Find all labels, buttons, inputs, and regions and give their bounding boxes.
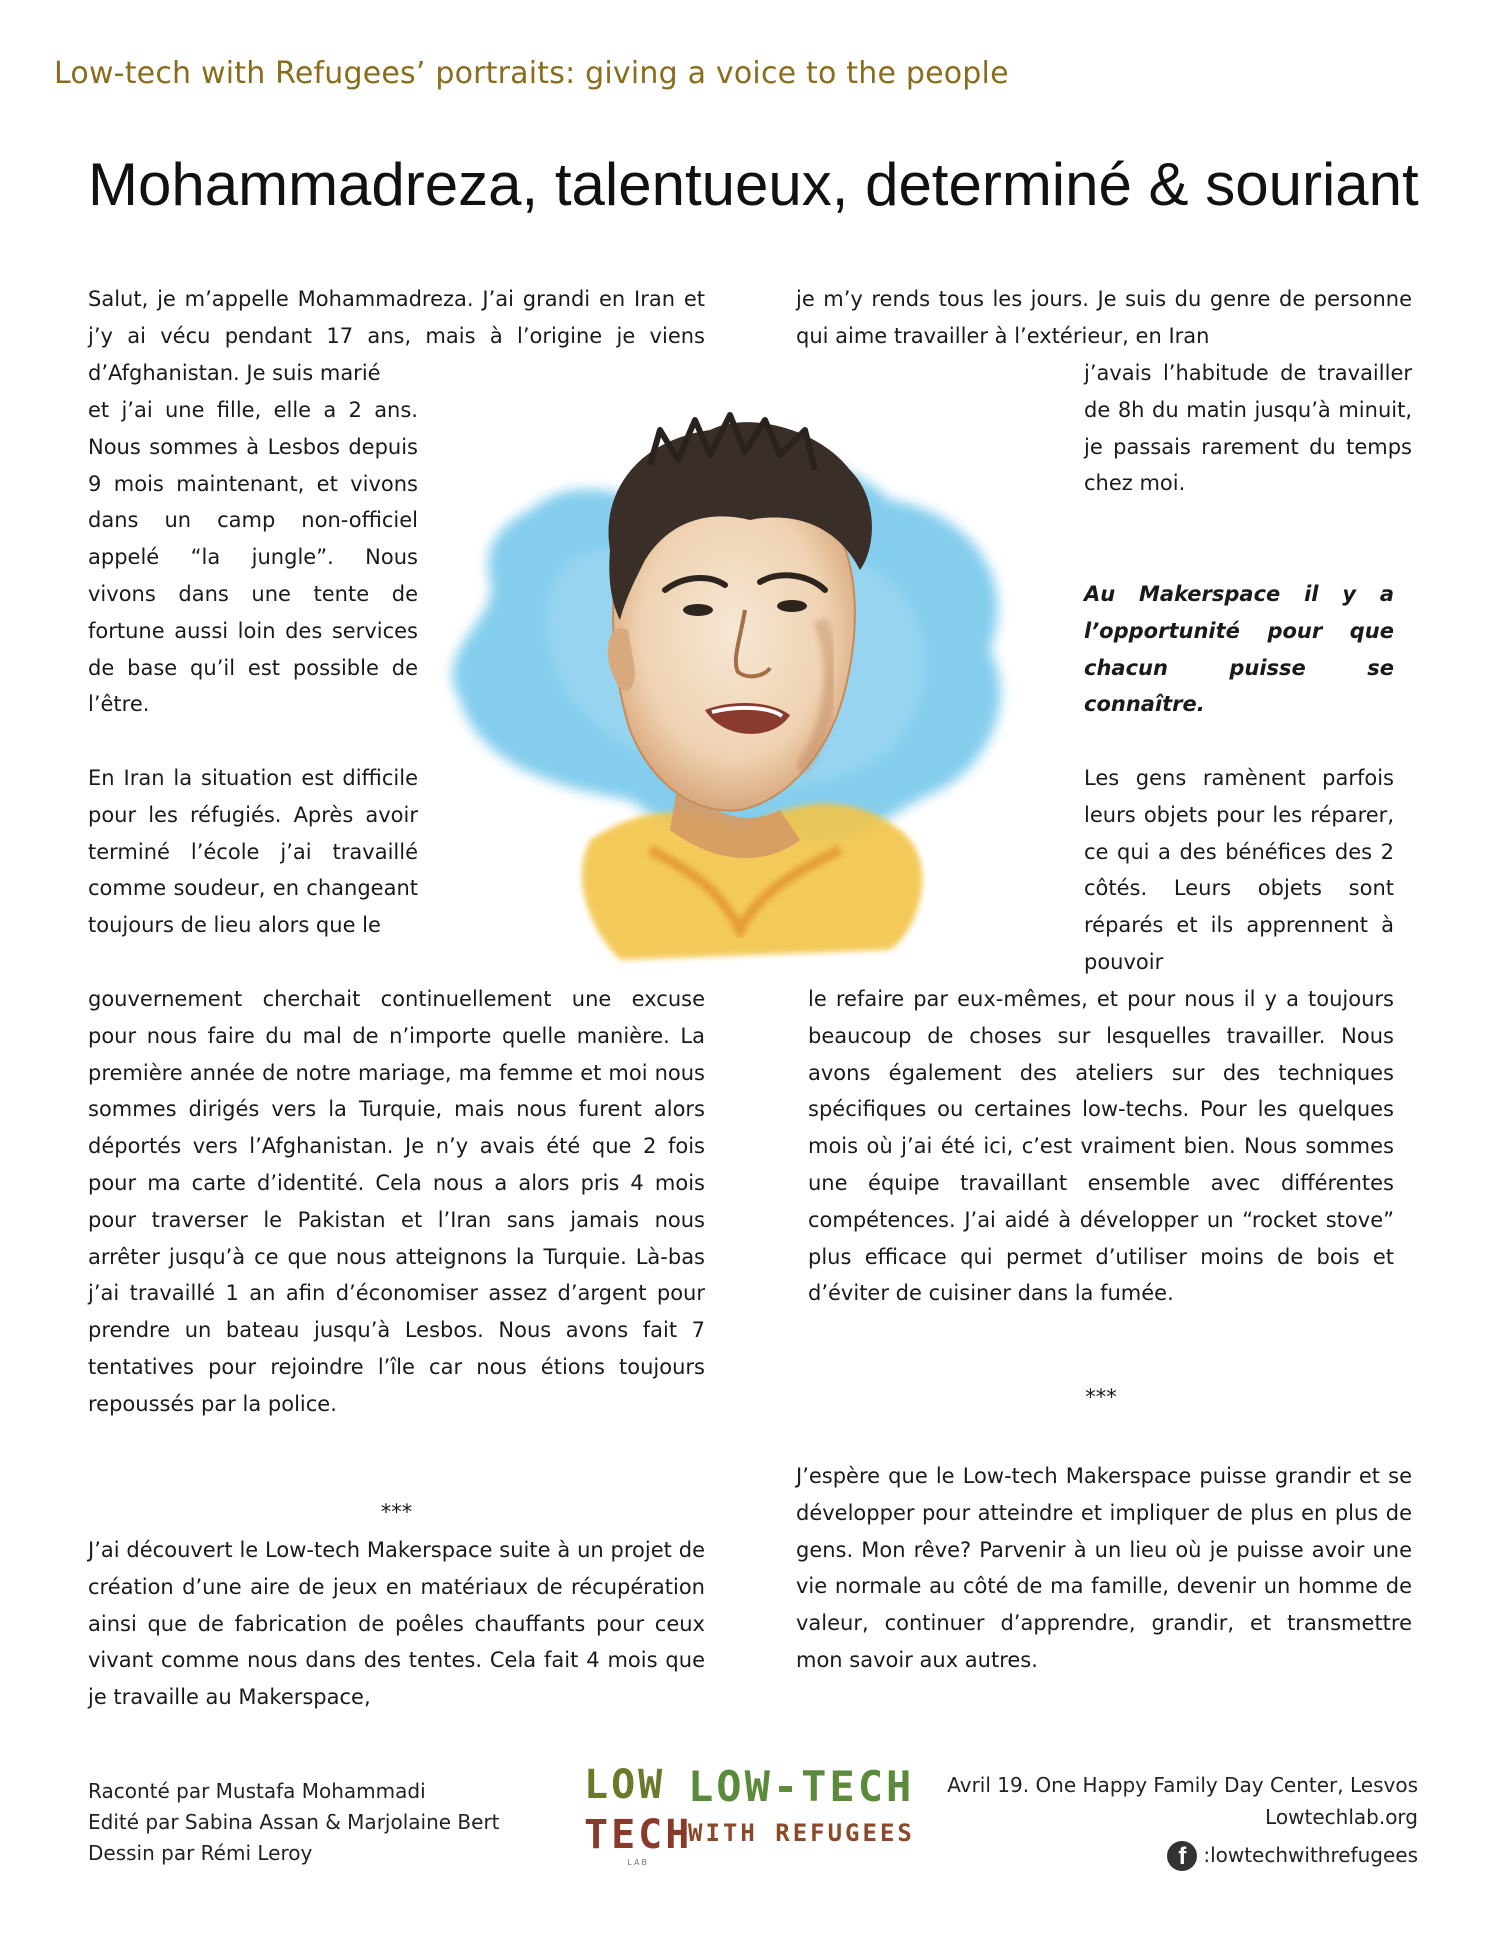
left-para-1b: et j’ai une fille, elle a 2 ans. Nous sommes à Lesbos depuis 9 mois maintenant, et vivons dans un camp non-officiel appelé “la jungle”. Nous vivons dans une tente de fortune aussi loin des services de base qu’il est possible de l’être. [88, 398, 418, 717]
facebook-icon: f [1167, 1841, 1197, 1871]
logo-lab-line1: LOW [584, 1762, 666, 1808]
facebook-handle[interactable] [1167, 1840, 1418, 1871]
credit-drawing: Dessin par Rémi Leroy [88, 1841, 313, 1865]
right-para-2a: Les gens ramènent parfois leurs objets pour les réparer, ce qui a des bénéfices des 2 côtés. Leurs objets sont réparés et ils apprennent à pouvoir [1084, 766, 1394, 974]
website-link[interactable]: Lowtechlab.org [1265, 1805, 1418, 1829]
pull-quote: Au Makerspace il y a l’opportunité pour que chacun puisse se connaître. [1084, 582, 1394, 717]
right-para-3: J’espère que le Low-tech Makerspace puisse grandir et se développer pour atteindre et impliquer de plus en plus de gens. Mon rêve? Parvenir à un lieu où je puisse avoir une vie normale au côté de ma famille, devenir un homme de valeur, continuer d’apprendre, grandir, et transmettre mon savoir aux autres. [796, 1464, 1412, 1672]
logo-refugees-line2: WITH REFUGEES [688, 1819, 915, 1847]
credit-story: Raconté par Mustafa Mohammadi [88, 1779, 426, 1803]
portrait-illustration [420, 370, 1080, 970]
series-title: Low-tech with Refugees’ portraits: giving a voice to the people [54, 56, 1009, 91]
left-para-1a: Salut, je m’appelle Mohammadreza. J’ai grandi en Iran et j’y ai vécu pendant 17 ans, mais à l’origine je viens d’Afghanistan. Je suis marié [88, 287, 705, 385]
credit-editors: Edité par Sabina Assan & Marjolaine Bert [88, 1810, 500, 1834]
right-para-2b: le refaire par eux-mêmes, et pour nous il y a toujours beaucoup de choses sur lesquelles travailler. Nous avons également des ateliers sur des techniques spécifiques ou certaines low-techs. Pour les quelques mois où j’ai été ici, c’est vraiment bien. Nous sommes une équipe travaillant ensemble avec différentes compétences. J’ai aidé à développer un “rocket stove” plus efficace qui permet d’utiliser moins de bois et d’éviter de cuisiner dans la fumée. [808, 987, 1394, 1306]
left-para-2a: En Iran la situation est difficile pour les réfugiés. Après avoir terminé l’école j’ai travaillé comme soudeur, en changeant toujours de lieu alors que le [88, 766, 418, 938]
left-separator: *** [380, 1500, 413, 1524]
right-para-1b: j’avais l’habitude de travailler de 8h du matin jusqu’à minuit, je passais rarement du temps chez moi. [1084, 361, 1412, 496]
left-para-3: J’ai découvert le Low-tech Makerspace suite à un projet de création d’une aire de jeux en matériaux de récupération ainsi que de fabrication de poêles chauffants pour ceux vivant comme nous dans des tentes. Cela fait 4 mois que je travaille au Makerspace, [88, 1538, 705, 1710]
low-tech-lab-logo [584, 1762, 692, 1867]
left-para-2b: gouvernement cherchait continuellement une excuse pour nous faire du mal de n’importe quelle manière. La première année de notre mariage, ma femme et moi nous sommes dirigés vers la Turquie, mais nous furent alors déportés vers l’Afghanistan. Je n’y avais été que 2 fois pour ma carte d’identité. Cela nous a alors pris 4 mois pour traverser le Pakistan et l’Iran sans jamais nous arrêter jusqu’à ce que nous atteignons la Turquie. Là-bas j’ai travaillé 1 an afin d’économiser assez d’argent pour prendre un bateau jusqu’à Lesbos. Nous avons fait 7 tentatives pour rejoindre l’île car nous étions toujours repoussés par la police. [88, 987, 705, 1416]
facebook-label: :lowtechwithrefugees [1203, 1843, 1418, 1867]
logo-refugees-line1: LOW-TECH [688, 1762, 915, 1811]
logo-lab-small: LAB [627, 1858, 649, 1867]
page-title: Mohammadreza, talentueux, determiné & souriant [88, 151, 1419, 218]
date-place: Avril 19. One Happy Family Day Center, Lesvos [947, 1773, 1418, 1797]
credits [88, 1776, 500, 1869]
low-tech-refugees-logo [688, 1762, 915, 1847]
right-para-1a: je m’y rends tous les jours. Je suis du genre de personne qui aime travailler à l’extérieur, en Iran [796, 287, 1412, 348]
right-separator: *** [1085, 1385, 1117, 1409]
logo-lab-line2: TECH [584, 1812, 693, 1858]
